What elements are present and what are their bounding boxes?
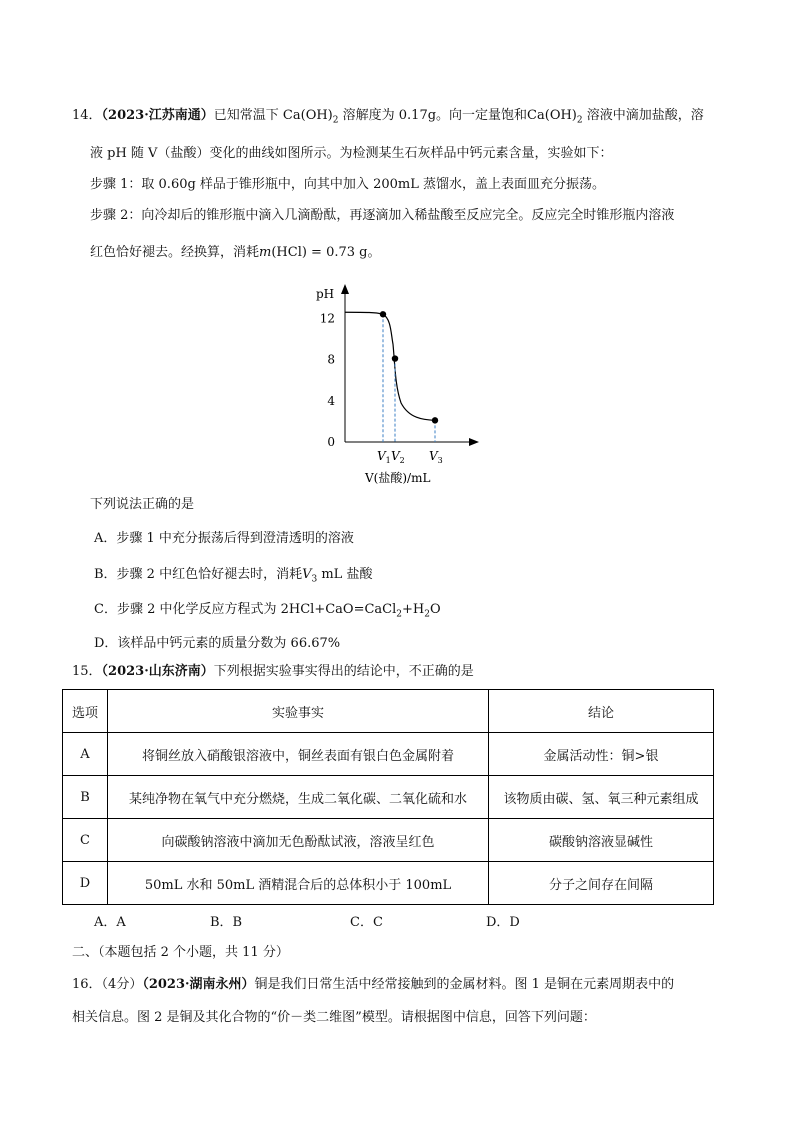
q14-option-b-v: V	[302, 567, 312, 582]
table-row	[63, 733, 714, 776]
q15-answer-c[interactable]: C．C	[350, 915, 383, 930]
q14-mass-symbol: m	[259, 245, 272, 260]
row-fact: 某纯净物在氧气中充分燃烧，生成二氧化碳、二氧化硫和水	[108, 776, 489, 819]
x-tick-label: $V_2$	[391, 449, 405, 465]
subscript: 2	[576, 115, 583, 126]
row-option: B	[63, 776, 108, 819]
q14-option-c-o: O	[429, 602, 441, 617]
q14-line1	[72, 107, 704, 130]
y-tick-label: 4	[327, 393, 335, 408]
q16-text: 铜是我们日常生活中经常接触到的金属材料。图 1 是铜在元素周期表中的	[254, 977, 675, 992]
q16-source: （2023·湖南永州）	[142, 977, 255, 992]
data-point-v3	[432, 417, 438, 423]
q15-source: （2023·山东济南）	[101, 664, 214, 679]
x-axis-label: V(盐酸)/mL	[365, 471, 431, 485]
row-fact: 向碳酸钠溶液中滴加无色酚酞试液，溶液呈红色	[108, 819, 489, 862]
x-axis-arrow	[469, 438, 479, 446]
q14-step2: 步骤 2：向冷却后的锥形瓶中滴入几滴酚酞，再逐滴加入稀盐酸至反应完全。反应完全时锥形瓶内溶液	[90, 208, 675, 223]
subscript: 2	[332, 115, 339, 126]
row-fact: 将铜丝放入硝酸银溶液中，铜丝表面有银白色金属附着	[108, 733, 489, 776]
row-option: D	[63, 862, 108, 905]
header-fact: 实验事实	[108, 690, 489, 733]
q15-text: 下列根据实验事实得出的结论中，不正确的是	[213, 664, 474, 679]
table-row	[63, 776, 714, 819]
q14-question: 下列说法正确的是	[90, 497, 195, 512]
subscript: 2	[396, 609, 403, 620]
row-conclusion: 该物质由碳、氢、氧三种元素组成	[489, 776, 714, 819]
row-fact: 50mL 水和 50mL 酒精混合后的总体积小于 100mL	[108, 862, 489, 905]
q16-line2: 相关信息。图 2 是铜及其化合物的“价－类二维图”模型。请根据图中信息，回答下列问题：	[72, 1010, 596, 1025]
q14-source: （2023·江苏南通）	[101, 108, 214, 123]
q14-text-a: 已知常温下	[213, 108, 279, 123]
row-conclusion: 金属活动性：铜>银	[489, 733, 714, 776]
row-option: C	[63, 819, 108, 862]
x-tick-label: $V_1$	[377, 449, 391, 465]
q15-line1	[72, 663, 474, 681]
q14-text-c: 溶解度为 0.17g。向一定量饱和	[342, 108, 528, 123]
subscript: 3	[311, 574, 318, 585]
y-tick-label: 0	[327, 435, 335, 449]
x-tick-label: $V_3$	[429, 449, 443, 465]
header-option: 选项	[63, 690, 108, 733]
q14-text-e: 溶液中滴加盐酸，溶	[586, 108, 704, 123]
y-tick-label: 12	[319, 311, 335, 326]
q14-step1: 步骤 1：取 0.60g 样品于锥形瓶中，向其中加入 200mL 蒸馏水，盖上表面皿充分振荡。	[90, 177, 605, 192]
formula-caoh2-2: Ca(OH)	[527, 108, 577, 123]
q15-number: 15．	[72, 664, 102, 679]
q14-option-b[interactable]	[94, 563, 372, 585]
q14-option-b-text: B．步骤 2 中红色恰好褪去时，消耗	[94, 567, 303, 582]
section-2-heading: 二、（本题包括 2 个小题，共 11 分）	[72, 945, 289, 960]
formula-caoh2-1: Ca(OH)	[282, 108, 333, 123]
q14-option-d[interactable]: D．该样品中钙元素的质量分数为 66.67%	[94, 636, 341, 651]
q14-option-c[interactable]	[94, 598, 441, 620]
q14-option-c-text: C．步骤 2 中化学反应方程式为 2HCl+CaO=CaCl	[94, 602, 397, 617]
q15-answer-a[interactable]: A．A	[94, 915, 126, 930]
ph-curve	[345, 312, 435, 420]
q14-option-b-unit: mL 盐酸	[317, 567, 373, 582]
q14-line2: 液 pH 随 V（盐酸）变化的曲线如图所示。为检测某生石灰样品中钙元素含量，实验如下：	[90, 146, 613, 161]
table-row	[63, 819, 714, 862]
q15-table	[62, 689, 714, 905]
subscript: 2	[424, 609, 430, 620]
q15-answer-d[interactable]: D．D	[486, 915, 520, 930]
q14-line5	[90, 244, 381, 262]
data-point-v2	[392, 355, 398, 361]
row-conclusion: 碳酸钠溶液显碱性	[489, 819, 714, 862]
row-conclusion: 分子之间存在间隔	[489, 862, 714, 905]
data-point-v1	[380, 311, 386, 317]
row-option: A	[63, 733, 108, 776]
table-header-row	[63, 690, 714, 733]
q14-line5-text: 红色恰好褪去。经换算，消耗	[90, 245, 260, 260]
q14-option-c-h: +H	[402, 602, 425, 617]
y-tick-label: 8	[327, 352, 335, 367]
y-axis-arrow	[341, 284, 349, 294]
ph-titration-chart	[300, 278, 500, 488]
q16-line1	[72, 976, 674, 994]
q14-line5-value: (HCl) = 0.73 g。	[271, 245, 381, 260]
table-row	[63, 862, 714, 905]
q14-number: 14．	[72, 108, 102, 123]
q16-score: （4分）	[101, 977, 143, 992]
q16-number: 16．	[72, 977, 102, 992]
q14-option-a[interactable]: A．步骤 1 中充分振荡后得到澄清透明的溶液	[94, 531, 354, 546]
header-conclusion: 结论	[489, 690, 714, 733]
y-axis-label: pH	[316, 287, 335, 301]
q15-answer-b[interactable]: B．B	[210, 915, 243, 930]
